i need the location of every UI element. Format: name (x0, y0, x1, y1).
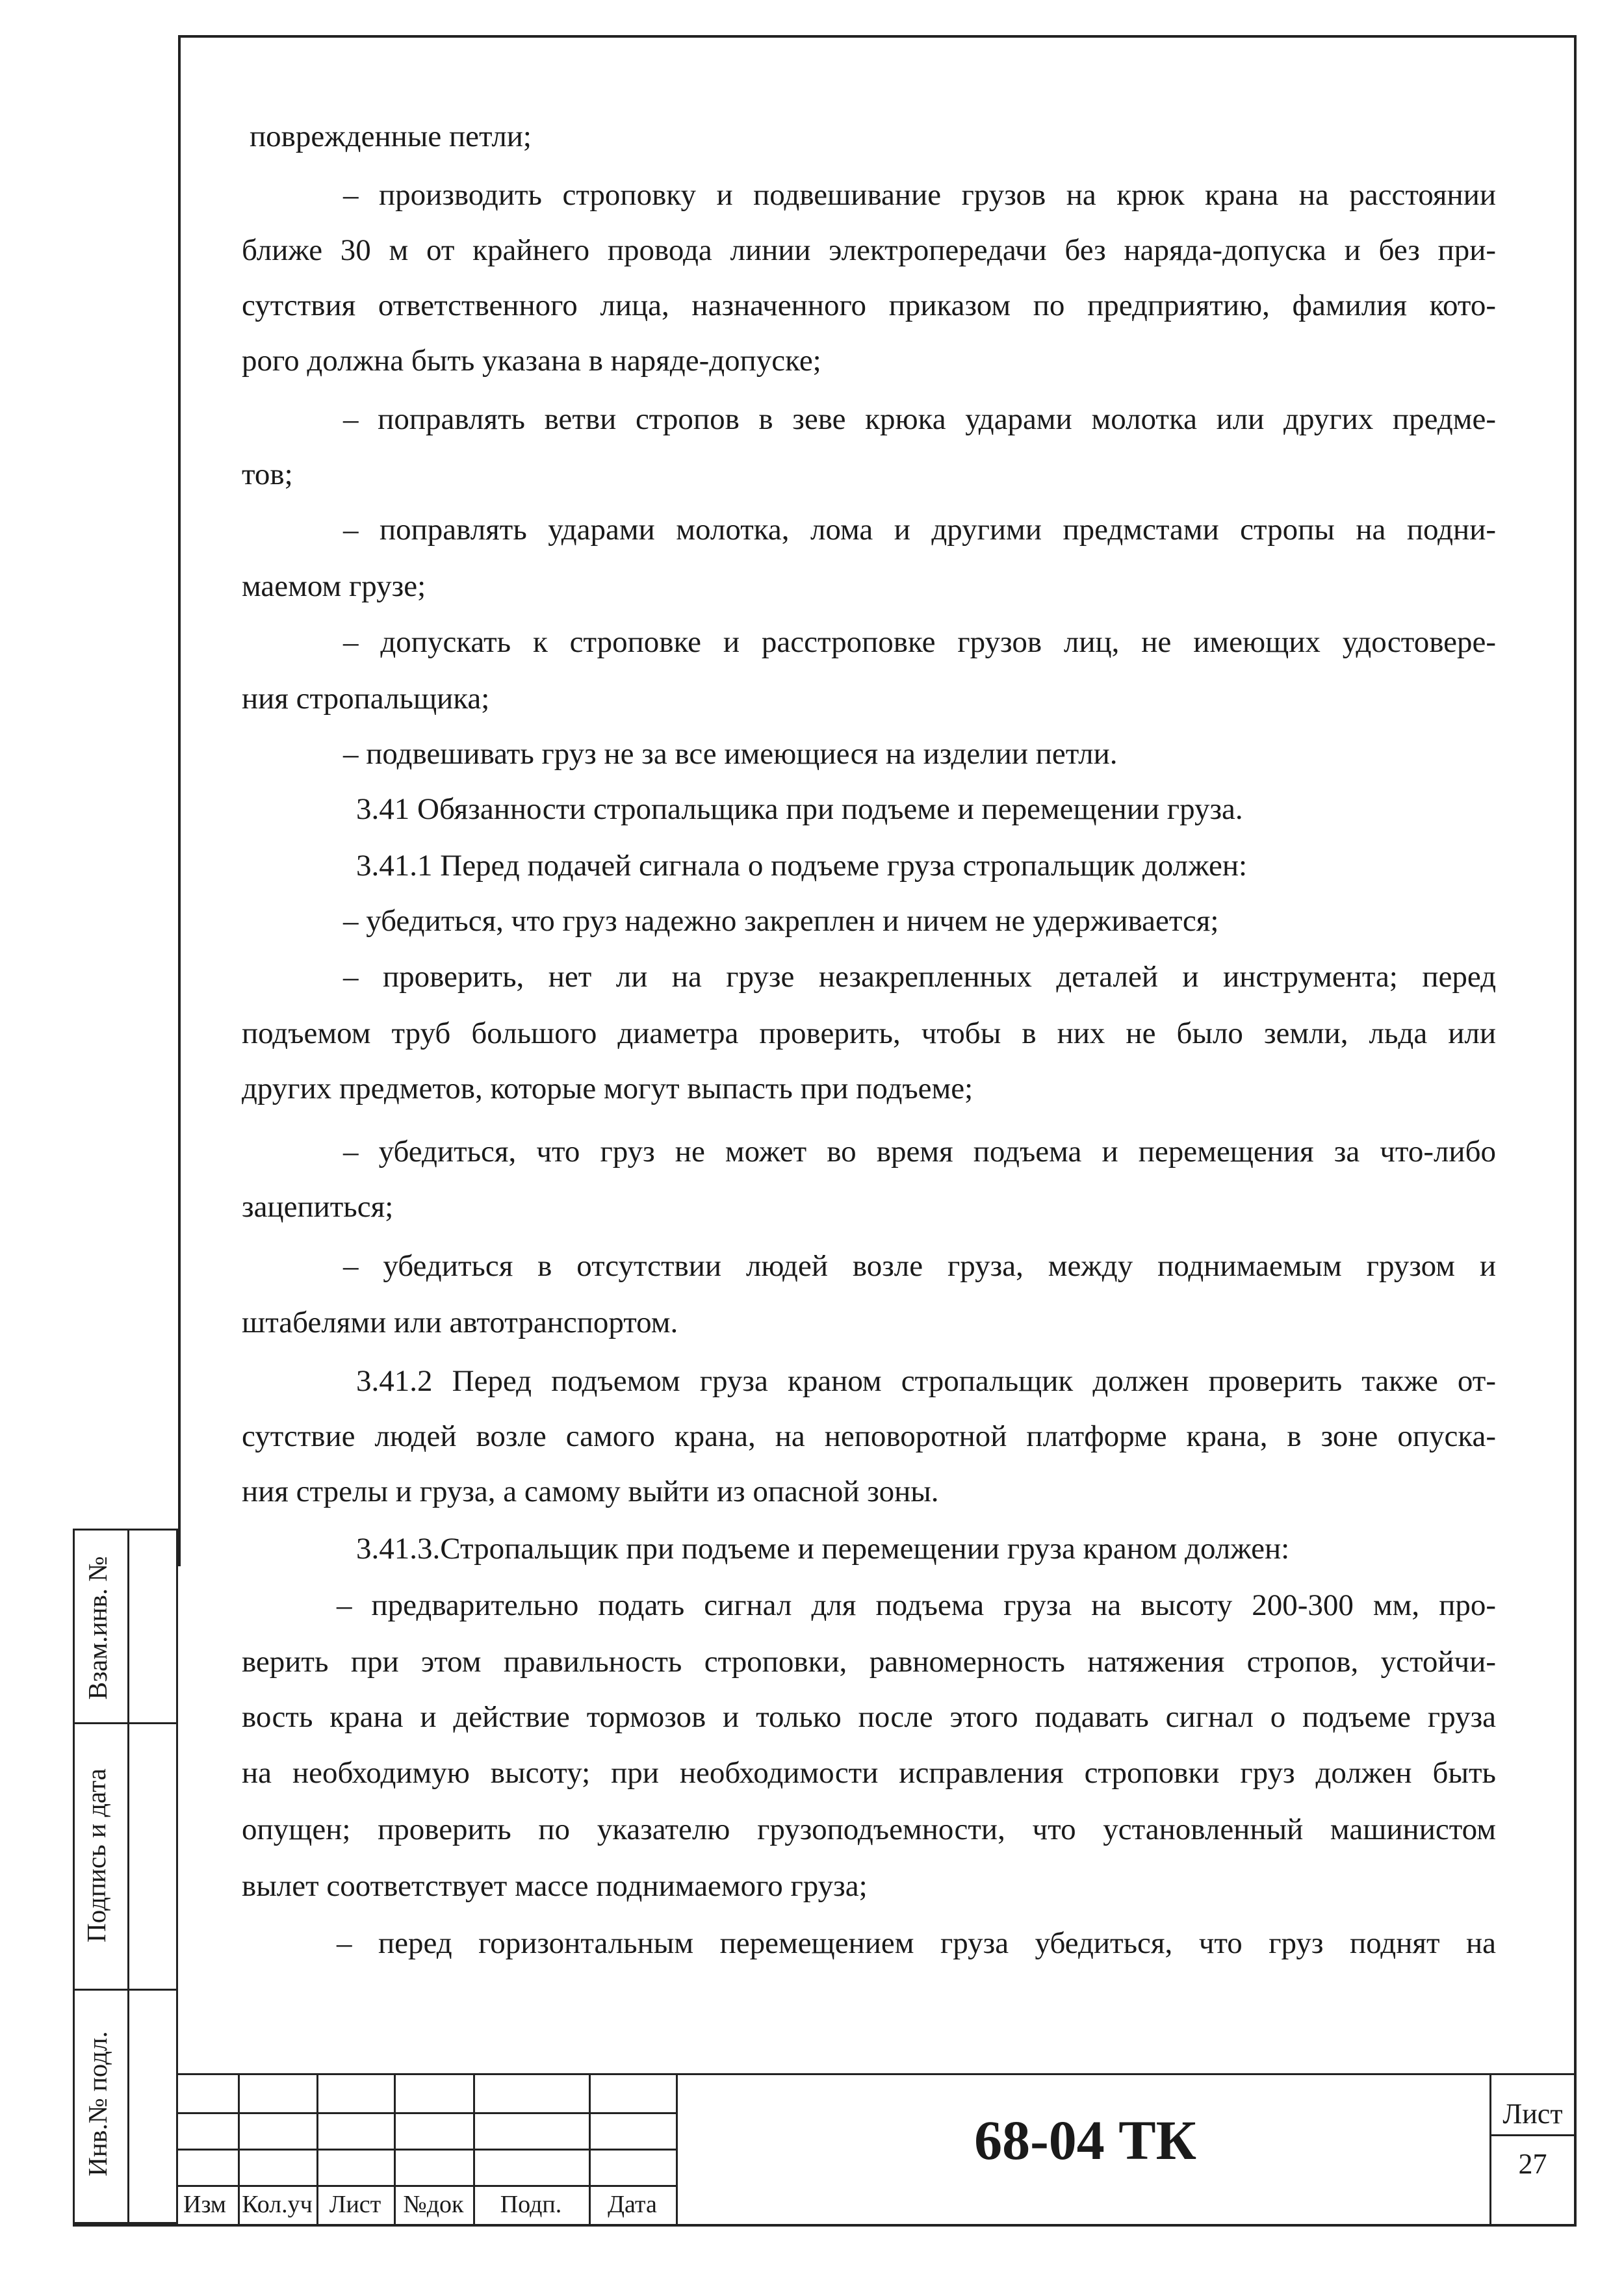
text-line: вылет соответствует массе поднимаемого груза; (242, 1869, 868, 1903)
text-line: тов; (242, 458, 293, 491)
title-block-row-line (178, 2112, 676, 2114)
text-line: сутствие людей возле самого крана, на неповоротной платформе крана, в зоне опуска- (242, 1419, 1496, 1453)
text-line: поврежденные петли; (250, 120, 532, 153)
text-line: – убедиться, что груз надежно закреплен и ничем не удерживается; (343, 904, 1219, 938)
text-line: на необходимую высоту; при необходимости исправления строповки груз должен быть (242, 1756, 1496, 1790)
document-code: 68-04 ТК (974, 2109, 1196, 2171)
title-block-row-line (178, 2149, 676, 2151)
text-line: ближе 30 м от крайнего провода линии электропередачи без наряда-допуска и без при- (242, 233, 1496, 267)
zam-inv-label: Взам.инв. № (83, 1556, 112, 1700)
text-line: – предварительно подать сигнал для подъема груза на высоту 200-300 мм, про- (337, 1588, 1496, 1622)
text-line: 3.41.2 Перед подъемом груза краном стропальщик должен проверить также от- (356, 1364, 1496, 1398)
text-line: – поправлять ветви стропов в зеве крюка ударами молотка или других предме- (343, 402, 1496, 436)
text-line: вость крана и действие тормозов и только после этого подавать сигнал о подъеме груза (242, 1700, 1496, 1734)
text-line: рого должна быть указана в наряде-допуске; (242, 344, 821, 378)
text-line: – производить строповку и подвешивание грузов на крюк крана на расстоянии (343, 178, 1496, 212)
col-header-podp: Подп. (500, 2191, 562, 2218)
text-line: штабелями или автотранспортом. (242, 1306, 678, 1339)
text-line: опущен; проверить по указателю грузоподъемности, что установленный машинистом (242, 1813, 1496, 1846)
col-header-kol-uch: Кол.уч (242, 2191, 313, 2218)
text-line: подъемом труб большого диаметра проверить, чтобы в них не было земли, льда или (242, 1016, 1496, 1050)
section-heading: 3.41.3.Стропальщик при подъеме и перемещении груза краном должен: (356, 1532, 1290, 1566)
sheet-label: Лист (1502, 2098, 1563, 2130)
sheet-divider-line (1489, 2134, 1577, 2136)
col-header-list: Лист (329, 2191, 381, 2218)
frame-bottom-border (73, 2224, 1577, 2227)
col-header-data: Дата (608, 2191, 657, 2218)
text-line: сутствия ответственного лица, назначенного приказом по предприятию, фамилия кото- (242, 289, 1496, 322)
text-line: зацепиться; (242, 1190, 394, 1224)
section-heading: 3.41.1 Перед подачей сигнала о подъеме груза стропальщик должен: (356, 849, 1248, 883)
text-line: ния стропальщика; (242, 682, 490, 716)
text-line: маемом грузе; (242, 569, 426, 603)
signature-date-label: Подпись и дата (81, 1768, 111, 1943)
title-block-top-line (178, 2073, 1577, 2075)
text-line: других предметов, которые могут выпасть при подъеме; (242, 1072, 973, 1105)
text-line: – убедиться, что груз не может во время подъема и перемещения за что-либо (343, 1135, 1496, 1169)
col-header-ndok: №док (403, 2191, 464, 2218)
side-stamp-inner-line (127, 1529, 129, 2224)
text-line: – допускать к строповке и расстроповке грузов лиц, не имеющих удостовере- (343, 625, 1496, 659)
text-line: верить при этом правильность строповки, равномерность натяжения стропов, устойчи- (242, 1645, 1496, 1679)
inv-podl-label: Инв.№ подл. (83, 2031, 112, 2177)
section-heading: 3.41 Обязанности стропальщика при подъеме и перемещении груза. (356, 792, 1243, 826)
title-block-row-line (178, 2185, 676, 2187)
sheet-number: 27 (1518, 2148, 1547, 2180)
text-line: – убедиться в отсутствии людей возле груза, между поднимаемым грузом и (343, 1249, 1496, 1283)
text-line: – перед горизонтальным перемещением груза убедиться, что груз поднят на (337, 1926, 1496, 1960)
text-line: – проверить, нет ли на грузе незакрепленных деталей и инструмента; перед (343, 960, 1496, 994)
text-line: – поправлять ударами молотка, лома и другими предмстами стропы на подни- (343, 513, 1496, 547)
text-line: – подвешивать груз не за все имеющиеся на изделии петли. (343, 737, 1118, 771)
text-line: ния стрелы и груза, а самому выйти из опасной зоны. (242, 1475, 939, 1508)
col-header-izm: Изм (183, 2191, 226, 2218)
